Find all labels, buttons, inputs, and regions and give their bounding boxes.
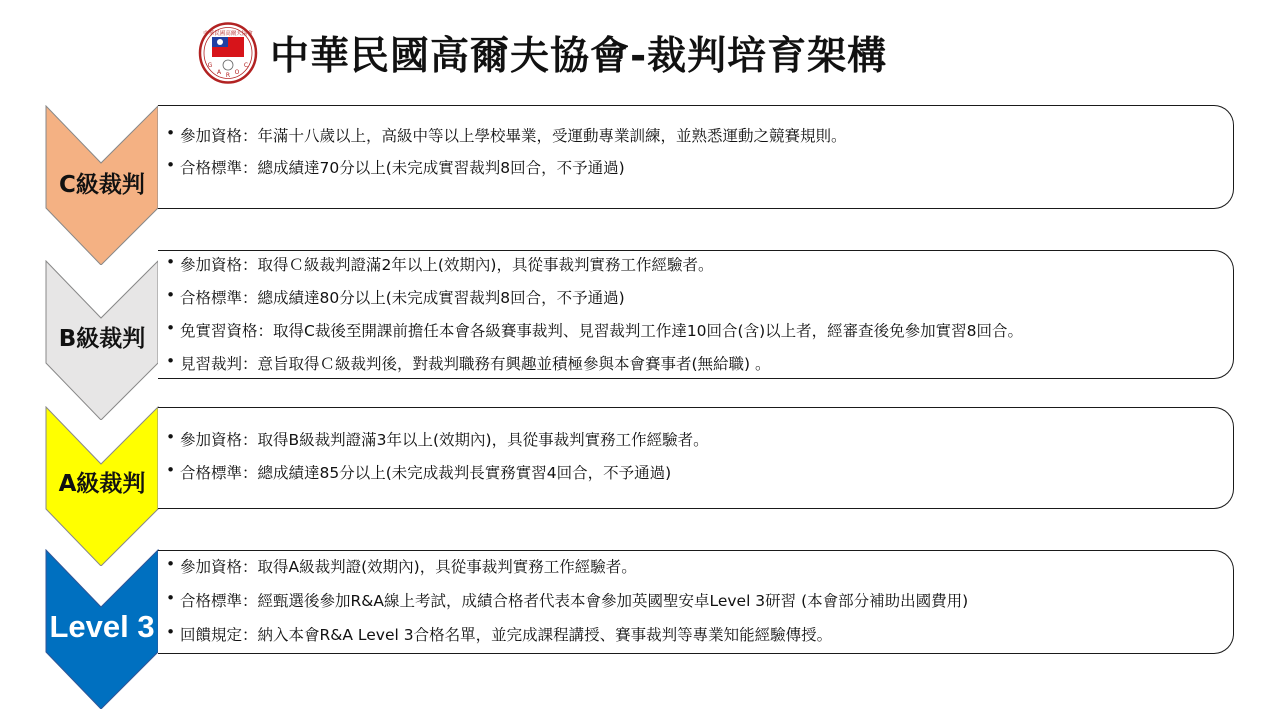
req-item: • 合格標準：總成績達70分以上(未完成實習裁判8回合，不予通過) (166, 156, 1233, 178)
level-label-level3: Level 3 (49, 609, 155, 644)
info-box-c (158, 105, 1234, 209)
req-item: • 參加資格：年滿十八歲以上，高級中等以上學校畢業，受運動專業訓練，並熟悉運動之競賽規則。 (166, 124, 1233, 146)
header (198, 20, 887, 86)
level-row-c (0, 105, 1280, 270)
level-label-c: C級裁判 (59, 172, 145, 198)
level-label-a: A級裁判 (58, 471, 146, 497)
logo-letter-r: R (225, 72, 231, 79)
req-item: • 合格標準：總成績達85分以上(未完成裁判長實務實習4回合，不予通過) (166, 461, 1233, 483)
info-box-b (158, 250, 1234, 379)
logo-letter-g: G (207, 62, 213, 69)
req-list-a (166, 428, 1233, 483)
logo-top-text: 中華民國高爾夫協會 (203, 31, 253, 37)
req-item: • 免實習資格：取得C裁後至開課前擔任本會各級賽事裁判、見習裁判工作達10回合(含)以上者，經審查後免參加實習8回合。 (166, 319, 1233, 341)
logo-letter-a: A (216, 69, 222, 76)
logo-letter-c: C (243, 62, 249, 69)
level-row-b (0, 250, 1280, 420)
logo-letter-o: O (234, 69, 240, 76)
req-item: • 合格標準：總成績達80分以上(未完成實習裁判8回合，不予通過) (166, 286, 1233, 308)
req-item: • 參加資格：取得Ｃ級裁判證滿2年以上(效期內)，具從事裁判實務工作經驗者。 (166, 253, 1233, 275)
info-box-a (158, 407, 1234, 509)
req-item: • 見習裁判：意旨取得Ｃ級裁判後，對裁判職務有興趣並積極參與本會賽事者(無給職) 。 (166, 352, 1233, 374)
req-item: • 參加資格：取得A級裁判證(效期內)，具從事裁判實務工作經驗者。 (166, 555, 1233, 577)
req-item: • 回饋規定：納入本會R&A Level 3合格名單，並完成課程講授、賽事裁判等專業知能經驗傳授。 (166, 623, 1233, 645)
page-title: 中華民國高爾夫協會-裁判培育架構 (270, 34, 888, 79)
req-list-c (166, 124, 1233, 178)
req-list-level3 (166, 555, 1233, 645)
level-label-b: B級裁判 (58, 326, 146, 352)
garoc-emblem-icon (198, 22, 258, 84)
level-row-level3 (0, 549, 1280, 714)
info-box-level3 (158, 550, 1234, 654)
req-item: • 參加資格：取得B級裁判證滿3年以上(效期內)，具從事裁判實務工作經驗者。 (166, 428, 1233, 450)
level-row-a (0, 406, 1280, 568)
req-item: • 合格標準：經甄選後參加R&A線上考試，成績合格者代表本會參加英國聖安卓Level 3研習 (本會部分補助出國費用) (166, 589, 1233, 611)
req-list-b (166, 253, 1233, 374)
